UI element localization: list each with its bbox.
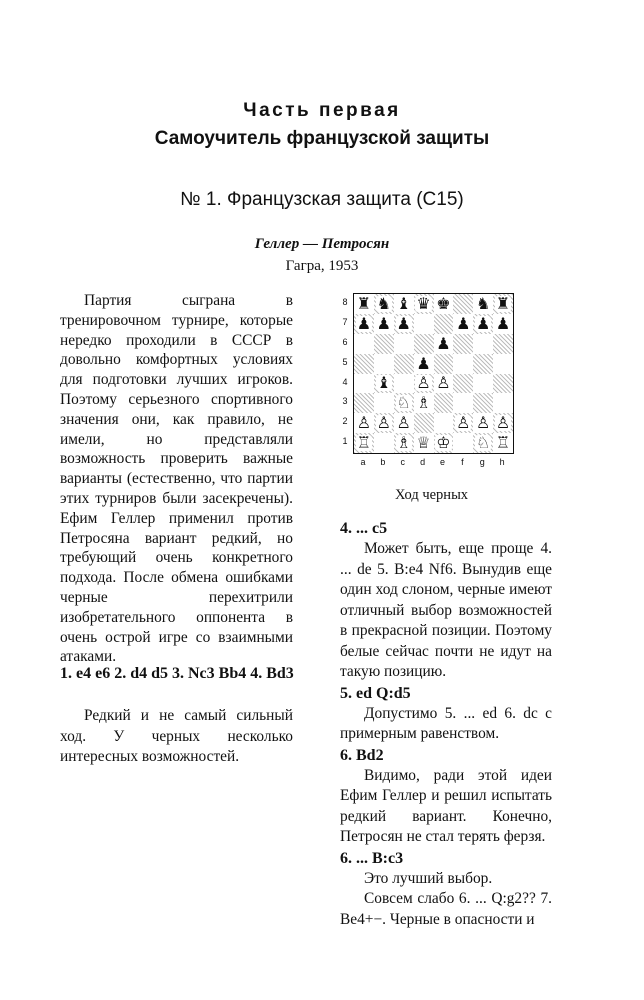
players-line: Геллер — Петросян: [254, 236, 390, 252]
square-a2: [354, 413, 374, 433]
square-a6: [354, 334, 374, 354]
intro-text: [60, 291, 293, 667]
square-h2: [493, 413, 513, 433]
square-c3: [394, 393, 414, 413]
square-f7: [453, 314, 473, 334]
intro-paragraph: Партия сыграна в тренировочном турнире, которые нередко проходили в СССР в довольно комфортных условиях для подготовки лучших игроков. Поэтому серьезного спортивного значения они, как правило, не имели, но представляли возможность проверить важные варианты (естественно, что партии этих турниров были засекречены). Ефим Геллер применил против Петросяна вариант редкий, но требующий очень конкретного подхода. После обмена ошибками черные перехитрили изобретательного оппонента в очень острой игре со взаимными атаками.: [60, 292, 293, 666]
square-b3: [374, 393, 394, 413]
chess-piece-icon: ♙: [495, 413, 511, 433]
chess-piece-icon: ♕: [416, 433, 431, 453]
square-b5: [374, 354, 394, 374]
square-c2: [394, 413, 414, 433]
right-column: [340, 518, 552, 930]
file-label: a: [360, 457, 366, 467]
game-heading: № 1. Французская защита (C15): [180, 189, 464, 210]
chess-piece-icon: ♙: [376, 413, 391, 433]
rank-label: 8: [342, 297, 348, 307]
square-d7: [414, 314, 434, 334]
square-c6: [394, 334, 414, 354]
chess-piece-icon: ♞: [476, 293, 491, 313]
move-line: 5. ed Q:d5: [340, 684, 411, 702]
chess-piece-icon: ♟: [376, 313, 391, 333]
rank-label: 3: [342, 396, 348, 407]
square-d2: [414, 413, 434, 433]
rank-label: 6: [342, 336, 348, 347]
square-h8: [493, 294, 513, 314]
diagram-caption: Ход черных: [394, 487, 469, 503]
square-d1: [414, 433, 434, 453]
square-g6: [473, 334, 493, 354]
square-c1: [394, 433, 414, 453]
square-e1: [434, 433, 454, 453]
annotation-paragraph: Это лучший выбор.: [364, 869, 493, 887]
square-f2: [453, 413, 473, 433]
chess-piece-icon: ♟: [416, 353, 431, 373]
annotation-paragraph: Видимо, ради этой идеи Ефим Геллер и решил испытать редкий вариант. Конечно, Петросян не стал терять ферзя.: [340, 766, 552, 845]
square-c8: [394, 294, 414, 314]
part-subtitle: Самоучитель французской защиты: [154, 128, 490, 149]
file-label: d: [420, 457, 426, 467]
square-e8: [434, 294, 454, 314]
square-a7: [354, 314, 374, 334]
square-h1: [493, 433, 513, 453]
square-b6: [374, 334, 394, 354]
square-a3: [354, 393, 374, 413]
square-f3: [453, 393, 473, 413]
chess-board: [353, 293, 514, 454]
square-g1: [473, 433, 493, 453]
square-g8: [473, 294, 493, 314]
square-h5: [493, 354, 513, 374]
rank-label: 1: [342, 436, 348, 447]
move-line: 4. ... c5: [340, 520, 388, 537]
square-b8: [374, 294, 394, 314]
square-f4: [453, 374, 473, 394]
square-e7: [434, 314, 454, 334]
square-e6: [434, 334, 454, 354]
chess-piece-icon: ♛: [416, 293, 431, 313]
square-a4: [354, 374, 374, 394]
chess-piece-icon: ♖: [495, 433, 511, 453]
square-g5: [473, 354, 493, 374]
chess-piece-icon: ♗: [396, 433, 411, 453]
square-f6: [453, 334, 473, 354]
chess-piece-icon: ♜: [495, 293, 511, 313]
file-label: e: [439, 457, 445, 467]
chess-piece-icon: ♝: [396, 293, 411, 313]
square-b7: [374, 314, 394, 334]
venue-line: Гагра, 1953: [285, 258, 359, 274]
rank-label: 4: [342, 376, 348, 387]
square-d5: [414, 354, 434, 374]
move-line: 6. ... B:c3: [340, 849, 404, 867]
chess-piece-icon: ♘: [396, 393, 411, 413]
chess-piece-icon: ♟: [436, 333, 451, 353]
part-title: Часть первая: [243, 100, 401, 121]
chess-piece-icon: ♙: [356, 413, 372, 433]
chess-piece-icon: ♟: [456, 313, 471, 333]
rank-label: 2: [342, 416, 348, 427]
square-d3: [414, 393, 434, 413]
square-e5: [434, 354, 454, 374]
chess-piece-icon: ♟: [356, 313, 372, 333]
square-g3: [473, 393, 493, 413]
annotation-paragraph: Совсем слабо 6. ... Q:g2?? 7. Be4+−. Черные в опасности и: [340, 890, 552, 928]
square-h7: [493, 314, 513, 334]
square-g4: [473, 374, 493, 394]
square-c5: [394, 354, 414, 374]
chess-piece-icon: ♞: [376, 293, 391, 313]
chess-piece-icon: ♙: [436, 373, 451, 393]
square-b2: [374, 413, 394, 433]
chess-piece-icon: ♟: [396, 313, 411, 333]
chess-piece-icon: ♝: [376, 373, 391, 393]
chess-piece-icon: ♟: [495, 313, 511, 333]
square-a5: [354, 354, 374, 374]
file-label: h: [499, 457, 505, 467]
move-line: 6. Bd2: [340, 746, 384, 764]
annotation-paragraph: Может быть, еще проще 4. ... de 5. B:e4 Nf6. Вынудив еще один ход слоном, черные имеют отличный выбор возможностей в прекрасной позиции. Поэтому белые сейчас почти не идут на такую позицию.: [340, 540, 552, 680]
square-e4: [434, 374, 454, 394]
chess-piece-icon: ♘: [476, 433, 491, 453]
annotation-paragraph: Допустимо 5. ... ed 6. dc с примерным равенством.: [340, 704, 552, 742]
square-f5: [453, 354, 473, 374]
square-h4: [493, 374, 513, 394]
opening-moves: 1. e4 e6 2. d4 d5 3. Nc3 Bb4 4. Bd3: [60, 665, 294, 682]
square-f8: [453, 294, 473, 314]
square-h6: [493, 334, 513, 354]
square-a8: [354, 294, 374, 314]
square-b4: [374, 374, 394, 394]
square-d8: [414, 294, 434, 314]
chess-piece-icon: ♖: [356, 433, 372, 453]
chess-piece-icon: ♜: [356, 293, 372, 313]
chess-piece-icon: ♚: [436, 293, 451, 313]
square-e3: [434, 393, 454, 413]
opening-comment: Редкий и не самый сильный ход. У черных несколько интересных возможностей.: [60, 707, 293, 765]
chess-piece-icon: ♔: [436, 433, 451, 453]
chess-piece-icon: ♙: [416, 373, 431, 393]
chess-piece-icon: ♟: [476, 313, 491, 333]
chess-piece-icon: ♗: [416, 393, 431, 413]
rank-label: 7: [342, 316, 348, 327]
rank-label: 5: [342, 356, 348, 367]
chess-piece-icon: ♙: [476, 413, 491, 433]
square-e2: [434, 413, 454, 433]
square-b1: [374, 433, 394, 453]
square-g7: [473, 314, 493, 334]
square-d4: [414, 374, 434, 394]
square-c7: [394, 314, 414, 334]
file-label: c: [400, 457, 405, 467]
square-a1: [354, 433, 374, 453]
chess-piece-icon: ♙: [396, 413, 411, 433]
square-c4: [394, 374, 414, 394]
file-label: g: [479, 457, 485, 467]
square-g2: [473, 413, 493, 433]
square-h3: [493, 393, 513, 413]
file-label: f: [461, 457, 464, 467]
square-d6: [414, 334, 434, 354]
square-f1: [453, 433, 473, 453]
chess-piece-icon: ♙: [456, 413, 471, 433]
file-label: b: [380, 457, 386, 467]
